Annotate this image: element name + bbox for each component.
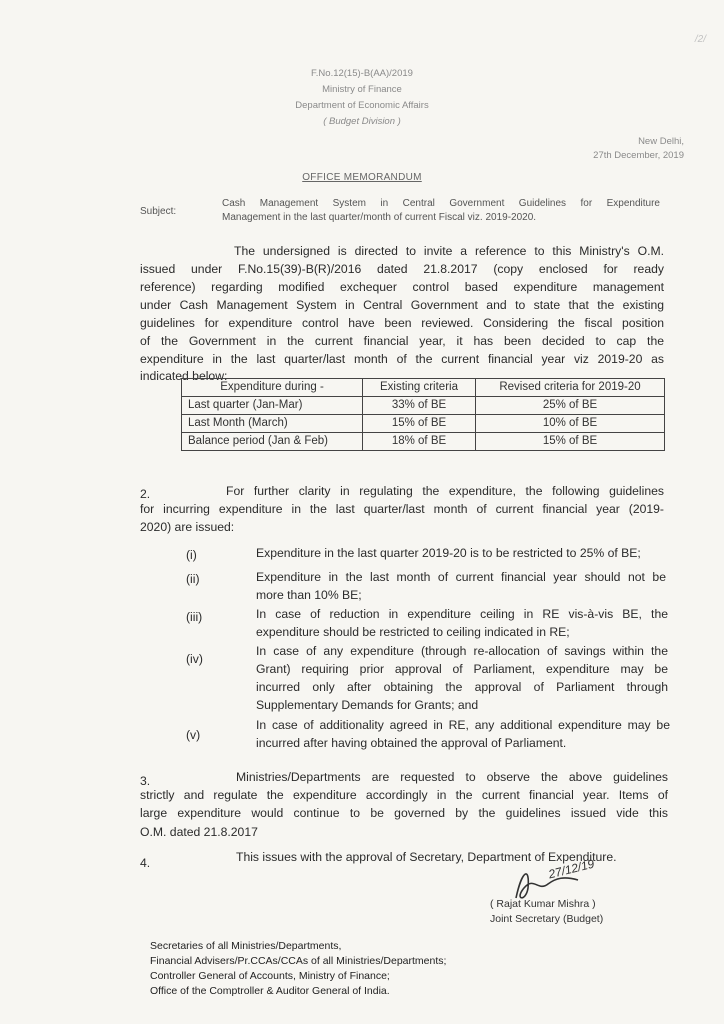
- guideline-line: Grant) requiring prior approval of Parliament, expenditure may be: [256, 662, 668, 676]
- table-cell: Last quarter (Jan-Mar): [182, 397, 363, 415]
- para2-line-3: 2020) are issued:: [140, 520, 235, 534]
- table-cell: Balance period (Jan & Feb): [182, 433, 363, 451]
- table-cell: 33% of BE: [363, 397, 476, 415]
- para3-line-4: O.M. dated 21.8.2017: [140, 825, 258, 839]
- addressee-line: Controller General of Accounts, Ministry of Finance;: [150, 970, 390, 982]
- table-header-cell: Existing criteria: [363, 379, 476, 397]
- para3-line-3: large expenditure would continue to be governed by the guidelines issued vide this: [140, 806, 668, 820]
- guideline-line: expenditure should be restricted to ceiling indicated in RE;: [256, 625, 570, 639]
- memo-title: OFFICE MEMORANDUM: [302, 172, 422, 183]
- para1-line-3: reference) regarding modified exchequer control based expenditure management: [140, 280, 664, 294]
- para1-line-5: guidelines for expenditure control have been reviewed. Considering the fiscal position: [140, 316, 664, 330]
- para4-number: 4.: [140, 856, 151, 870]
- guideline-line: In case of reduction in expenditure ceiling in RE vis-à-vis BE, the: [256, 607, 668, 621]
- signatory-name: ( Rajat Kumar Mishra ): [490, 898, 596, 910]
- para2-line-2: for incurring expenditure in the last quarter/last month of current financial year (2019-: [140, 502, 664, 516]
- table-cell: 18% of BE: [363, 433, 476, 451]
- table-cell: 15% of BE: [476, 433, 665, 451]
- place: New Delhi,: [638, 136, 684, 147]
- guideline-line: Expenditure in the last quarter 2019-20 is to be restricted to 25% of BE;: [256, 546, 641, 560]
- guideline-number: (v): [186, 728, 201, 742]
- division-name: ( Budget Division ): [323, 116, 401, 127]
- table-header-cell: Revised criteria for 2019-20: [476, 379, 665, 397]
- para2-line-1: For further clarity in regulating the expenditure, the following guidelines: [226, 484, 664, 498]
- table-header-row: [182, 379, 665, 397]
- para1-line-8: indicated below:: [140, 369, 228, 383]
- table-header-cell: Expenditure during -: [182, 379, 363, 397]
- para4-text: This issues with the approval of Secretary, Department of Expenditure.: [236, 850, 617, 864]
- para2-number: 2.: [140, 487, 151, 501]
- guideline-line: Supplementary Demands for Grants; and: [256, 698, 479, 712]
- para1-line-6: of the Government in the current financial year, it has been decided to cap the: [140, 334, 664, 348]
- para3-line-1: Ministries/Departments are requested to observe the above guidelines: [236, 770, 668, 784]
- table-row: [182, 415, 665, 433]
- signature-date: 27/12/19: [547, 856, 596, 882]
- para1-line-7: expenditure in the last quarter/last month of the current financial year viz 2019-20 as: [140, 352, 664, 366]
- subject-line-1: Cash Management System in Central Government Guidelines for Expenditure: [222, 198, 660, 209]
- ministry-name: Ministry of Finance: [322, 84, 402, 95]
- addressee-line: Secretaries of all Ministries/Departments,: [150, 940, 342, 952]
- para1-line-4: under Cash Management System in Central Government and to state that the existing: [140, 298, 664, 312]
- guideline-line: incurred only after obtaining the approval of Parliament through: [256, 680, 668, 694]
- subject-label: Subject:: [140, 206, 177, 217]
- para1-line-1: The undersigned is directed to invite a reference to this Ministry's O.M.: [234, 244, 664, 258]
- file-number: F.No.12(15)-B(AA)/2019: [311, 68, 413, 79]
- addressee-line: Office of the Comptroller & Auditor General of India.: [150, 985, 390, 997]
- page-number-mark: /2/: [694, 34, 706, 45]
- subject-line-2: Management in the last quarter/month of current Fiscal viz. 2019-2020.: [222, 212, 537, 223]
- guideline-number: (i): [186, 548, 197, 562]
- table-cell: 15% of BE: [363, 415, 476, 433]
- signatory-designation: Joint Secretary (Budget): [490, 913, 604, 925]
- table-cell: 25% of BE: [476, 397, 665, 415]
- expenditure-criteria-table: [181, 378, 665, 451]
- guideline-line: In case of any expenditure (through re-allocation of savings within the: [256, 644, 668, 658]
- table-cell: Last Month (March): [182, 415, 363, 433]
- addressee-line: Financial Advisers/Pr.CCAs/CCAs of all Ministries/Departments;: [150, 955, 447, 967]
- table-cell: 10% of BE: [476, 415, 665, 433]
- guideline-number: (iii): [186, 610, 203, 624]
- guideline-number: (ii): [186, 572, 200, 586]
- table-row: [182, 397, 665, 415]
- table-row: [182, 433, 665, 451]
- para3-number: 3.: [140, 774, 151, 788]
- para3-line-2: strictly and regulate the expenditure accordingly in the current financial year. Items of: [140, 788, 668, 802]
- guideline-line: Expenditure in the last month of current financial year should not be: [256, 570, 666, 584]
- guideline-line: more than 10% BE;: [256, 588, 362, 602]
- department-name: Department of Economic Affairs: [295, 100, 429, 111]
- guideline-line: incurred after having obtained the approval of Parliament.: [256, 736, 567, 750]
- date: 27th December, 2019: [593, 150, 684, 161]
- guideline-line: In case of additionality agreed in RE, any additional expenditure may be: [256, 718, 670, 732]
- guideline-number: (iv): [186, 652, 203, 666]
- para1-line-2: issued under F.No.15(39)-B(R)/2016 dated 21.8.2017 (copy enclosed for ready: [140, 262, 664, 276]
